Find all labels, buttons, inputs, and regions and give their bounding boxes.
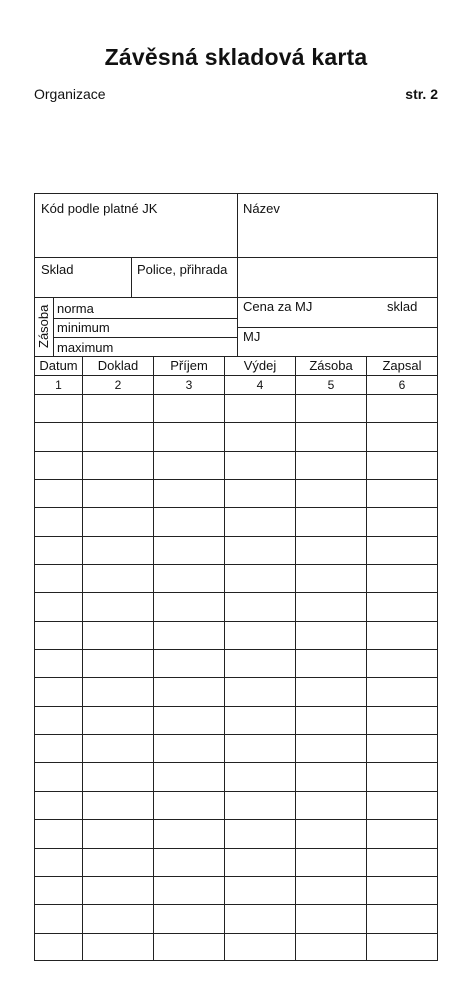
table-row[interactable]: [35, 537, 437, 565]
column-number: 5: [327, 378, 335, 392]
column-header-stock: Zásoba: [309, 358, 353, 373]
price-basis-label: sklad: [387, 299, 418, 314]
name-label: Název: [243, 201, 280, 216]
table-row[interactable]: [35, 877, 437, 905]
table-row[interactable]: [35, 423, 437, 451]
entry-rows: [35, 395, 437, 962]
column-header-receipt: Příjem: [170, 358, 208, 373]
table-row[interactable]: [35, 934, 437, 962]
table-row[interactable]: [35, 452, 437, 480]
column-number: 1: [55, 378, 62, 392]
table-row[interactable]: [35, 565, 437, 593]
code-label: Kód podle platné JK: [41, 201, 158, 216]
divider: [53, 297, 54, 356]
column-number: 2: [114, 378, 122, 392]
table-row[interactable]: [35, 593, 437, 621]
page-number: str. 2: [405, 86, 438, 102]
divider: [35, 297, 437, 298]
table-row[interactable]: [35, 650, 437, 678]
divider: [53, 337, 237, 338]
table-row[interactable]: [35, 678, 437, 706]
column-header-issue: Výdej: [243, 358, 277, 373]
table-row[interactable]: [35, 792, 437, 820]
table-row[interactable]: [35, 735, 437, 763]
form-title: Závěsná skladová karta: [104, 44, 368, 70]
column-number: 6: [398, 378, 406, 392]
divider: [35, 375, 437, 376]
divider: [53, 318, 237, 319]
column-number: 3: [185, 378, 193, 392]
unit-price-label: Cena za MJ: [243, 299, 313, 314]
column-header-date: Datum: [39, 358, 78, 373]
column-number: 4: [256, 378, 264, 392]
column-header-document: Doklad: [97, 358, 139, 373]
table-row[interactable]: [35, 395, 437, 423]
divider: [35, 356, 437, 357]
norm-label: norma: [57, 301, 94, 316]
divider: [237, 327, 437, 328]
minimum-label: minimum: [57, 320, 110, 335]
divider: [237, 194, 238, 298]
table-row[interactable]: [35, 707, 437, 735]
maximum-label: maximum: [57, 340, 114, 355]
table-row[interactable]: [35, 480, 437, 508]
stock-group-label: Zásoba: [36, 304, 51, 348]
table-row[interactable]: [35, 763, 437, 791]
column-header-recorded-by: Zapsal: [382, 358, 422, 373]
table-row[interactable]: [35, 508, 437, 536]
table-row[interactable]: [35, 905, 437, 933]
table-row[interactable]: [35, 820, 437, 848]
organization-label: Organizace: [34, 86, 106, 102]
shelf-label: Police, přihrada: [137, 262, 228, 277]
unit-label: MJ: [243, 329, 261, 344]
divider: [131, 257, 132, 298]
table-row[interactable]: [35, 622, 437, 650]
warehouse-label: Sklad: [41, 262, 74, 277]
stock-card: [34, 193, 438, 961]
table-row[interactable]: [35, 849, 437, 877]
divider: [35, 257, 437, 258]
